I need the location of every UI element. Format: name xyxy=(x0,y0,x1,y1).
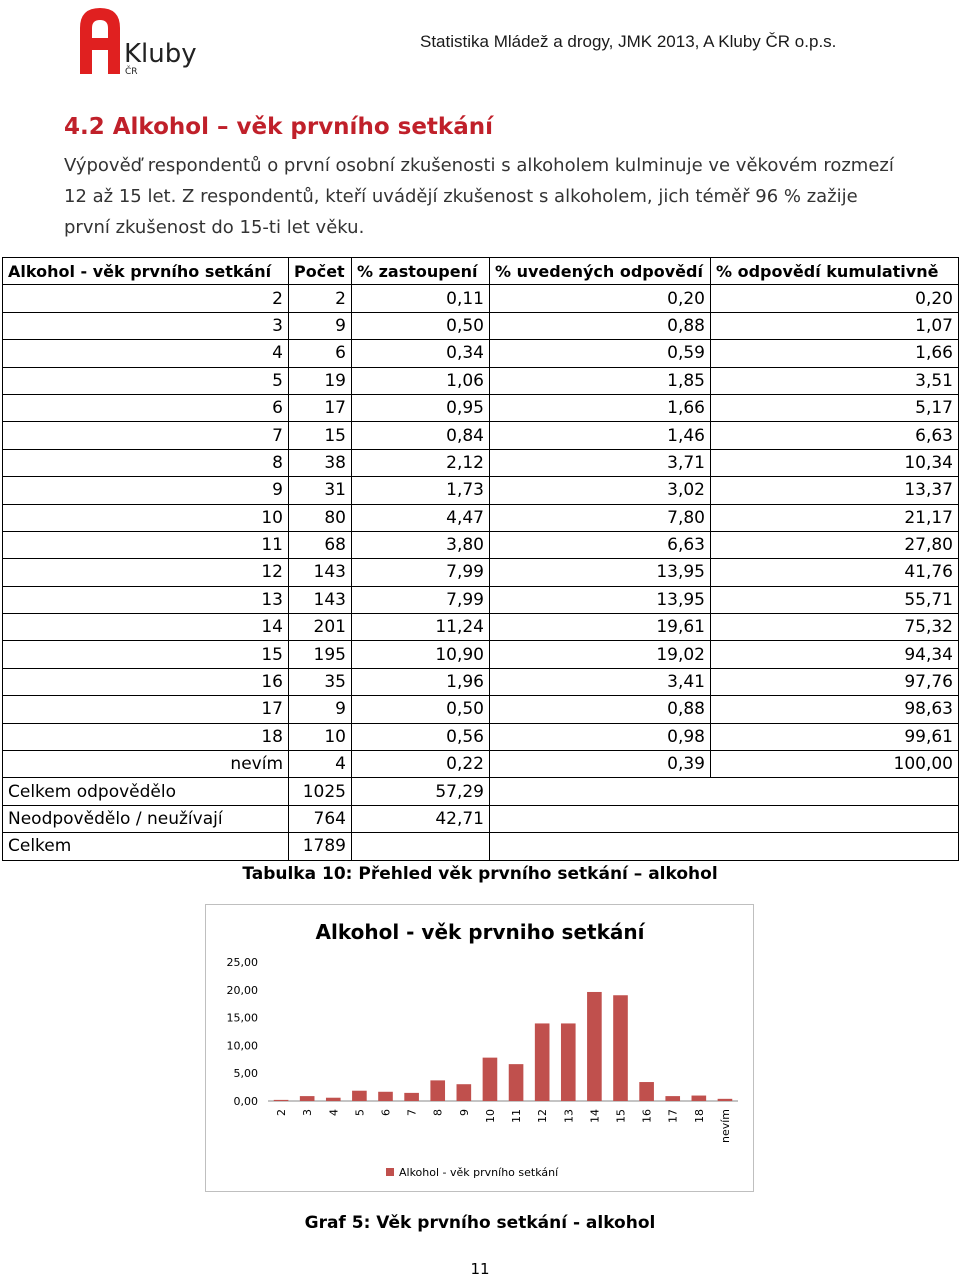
table-cell: nevím xyxy=(3,751,289,778)
table-cell: 2 xyxy=(289,285,352,312)
x-tick-label: 16 xyxy=(640,1109,654,1123)
table-cell: 7,80 xyxy=(490,504,711,531)
table-cell: 3,51 xyxy=(711,367,959,394)
summary-row xyxy=(3,778,959,805)
chart-bar xyxy=(404,1093,419,1101)
chart xyxy=(205,904,754,1192)
table-cell: 16 xyxy=(3,668,289,695)
table-cell: 97,76 xyxy=(711,668,959,695)
summary-empty-cell xyxy=(490,805,959,832)
section-title: 4.2 Alkohol – věk prvního setkání xyxy=(64,114,493,140)
y-tick-label: 20,00 xyxy=(226,983,258,997)
y-tick-label: 5,00 xyxy=(233,1067,258,1081)
x-tick-label: 9 xyxy=(457,1109,471,1116)
table-row xyxy=(3,312,959,339)
table-cell: 12 xyxy=(3,559,289,586)
table-cell: 1,06 xyxy=(352,367,490,394)
table-cell: 13 xyxy=(3,586,289,613)
table-cell: 10,90 xyxy=(352,641,490,668)
table-row xyxy=(3,422,959,449)
table-cell: 19,61 xyxy=(490,614,711,641)
chart-bar xyxy=(692,1096,707,1101)
table-cell: 0,95 xyxy=(352,394,490,421)
table-cell: 0,11 xyxy=(352,285,490,312)
x-tick-label: 12 xyxy=(536,1109,550,1123)
table-cell: 4 xyxy=(289,751,352,778)
table-cell: 3,41 xyxy=(490,668,711,695)
chart-bar xyxy=(561,1023,576,1101)
intro-paragraph: Výpověď respondentů o první osobní zkušenosti s alkoholem kulminuje ve věkovém rozmezí 12 až 15 let. Z respondentů, kteří uvádějí zkušenost s alkoholem, jich téměř 96 % zažije první zkušenost do 15-ti let věku. xyxy=(64,155,894,238)
chart-bar xyxy=(535,1023,550,1101)
x-tick-label: 2 xyxy=(275,1109,289,1116)
table-cell: 75,32 xyxy=(711,614,959,641)
table-cell: 1,66 xyxy=(490,394,711,421)
table-cell: 0,88 xyxy=(490,312,711,339)
logo xyxy=(72,4,212,78)
table-cell: 1,85 xyxy=(490,367,711,394)
table-cell: 10 xyxy=(3,504,289,531)
table-cell: 0,20 xyxy=(490,285,711,312)
chart-bar xyxy=(300,1096,315,1101)
y-tick-label: 25,00 xyxy=(226,956,258,969)
table-cell: 6,63 xyxy=(711,422,959,449)
table-row xyxy=(3,449,959,476)
table-row xyxy=(3,477,959,504)
table-cell: 100,00 xyxy=(711,751,959,778)
table-cell: 1,66 xyxy=(711,340,959,367)
table-header-row xyxy=(3,258,959,285)
table-row xyxy=(3,285,959,312)
table-cell: 0,39 xyxy=(490,751,711,778)
chart-bar xyxy=(613,995,628,1101)
table-cell: 4,47 xyxy=(352,504,490,531)
table-cell: 80 xyxy=(289,504,352,531)
table-cell: 13,95 xyxy=(490,559,711,586)
table-cell: 13,95 xyxy=(490,586,711,613)
summary-cell: 1789 xyxy=(289,833,352,860)
legend-swatch xyxy=(386,1168,394,1176)
chart-bar xyxy=(352,1091,367,1101)
table-row xyxy=(3,668,959,695)
table-row xyxy=(3,641,959,668)
table-cell: 38 xyxy=(289,449,352,476)
table-cell: 15 xyxy=(3,641,289,668)
table-cell: 5 xyxy=(3,367,289,394)
table-cell: 15 xyxy=(289,422,352,449)
table-cell: 19 xyxy=(289,367,352,394)
table-cell: 10 xyxy=(289,723,352,750)
table-row xyxy=(3,751,959,778)
table-cell: 31 xyxy=(289,477,352,504)
table-row xyxy=(3,614,959,641)
table-cell: 0,59 xyxy=(490,340,711,367)
table-cell: 10,34 xyxy=(711,449,959,476)
y-tick-label: 10,00 xyxy=(226,1039,258,1053)
x-tick-label: 17 xyxy=(666,1109,680,1123)
table-cell: 3,02 xyxy=(490,477,711,504)
table-cell: 18 xyxy=(3,723,289,750)
table-cell: 3 xyxy=(3,312,289,339)
table-cell: 1,46 xyxy=(490,422,711,449)
table-cell: 143 xyxy=(289,586,352,613)
table-cell: 143 xyxy=(289,559,352,586)
table-caption: Tabulka 10: Přehled věk prvního setkání – alkohol xyxy=(242,864,718,884)
table-cell: 3,71 xyxy=(490,449,711,476)
table-row xyxy=(3,367,959,394)
table-row xyxy=(3,559,959,586)
table-cell: 19,02 xyxy=(490,641,711,668)
table-cell: 94,34 xyxy=(711,641,959,668)
summary-row xyxy=(3,805,959,832)
col-header-count: Počet xyxy=(289,258,352,285)
y-tick-label: 15,00 xyxy=(226,1011,258,1025)
table-cell: 13,37 xyxy=(711,477,959,504)
chart-bar xyxy=(587,992,602,1101)
table-row xyxy=(3,504,959,531)
summary-empty-cell xyxy=(490,833,959,860)
table-cell: 6 xyxy=(3,394,289,421)
summary-cell: Neodpovědělo / neužívají xyxy=(3,805,289,832)
logo-subtext: ČR xyxy=(125,67,138,77)
x-tick-label: 10 xyxy=(483,1109,497,1123)
x-tick-label: 8 xyxy=(431,1109,445,1116)
legend-label: Alkohol - věk prvního setkání xyxy=(399,1166,559,1179)
summary-cell xyxy=(352,833,490,860)
col-header-age: Alkohol - věk prvního setkání xyxy=(3,258,289,285)
page-number: 11 xyxy=(470,1260,490,1278)
table-cell: 2,12 xyxy=(352,449,490,476)
table-cell: 7 xyxy=(3,422,289,449)
table-cell: 55,71 xyxy=(711,586,959,613)
table-cell: 35 xyxy=(289,668,352,695)
table-row xyxy=(3,531,959,558)
table-cell: 14 xyxy=(3,614,289,641)
summary-cell: 764 xyxy=(289,805,352,832)
table-cell: 0,50 xyxy=(352,696,490,723)
table-cell: 7,99 xyxy=(352,586,490,613)
x-tick-label: nevím xyxy=(718,1109,732,1144)
table-row xyxy=(3,394,959,421)
chart-svg xyxy=(206,905,755,1193)
table-cell: 5,17 xyxy=(711,394,959,421)
table-cell: 0,20 xyxy=(711,285,959,312)
x-tick-label: 11 xyxy=(510,1109,524,1123)
x-tick-label: 14 xyxy=(588,1109,602,1123)
table-row xyxy=(3,586,959,613)
table-cell: 6 xyxy=(289,340,352,367)
table-cell: 9 xyxy=(3,477,289,504)
summary-cell: Celkem odpovědělo xyxy=(3,778,289,805)
summary-cell: 1025 xyxy=(289,778,352,805)
logo-text: Kluby xyxy=(124,39,197,69)
table-cell: 4 xyxy=(3,340,289,367)
summary-row xyxy=(3,833,959,860)
table-cell: 99,61 xyxy=(711,723,959,750)
table-cell: 0,56 xyxy=(352,723,490,750)
table-cell: 11,24 xyxy=(352,614,490,641)
table-cell: 0,98 xyxy=(490,723,711,750)
table-row xyxy=(3,340,959,367)
table-cell: 2 xyxy=(3,285,289,312)
chart-bar xyxy=(509,1064,524,1101)
col-header-share: % zastoupení xyxy=(352,258,490,285)
table-cell: 6,63 xyxy=(490,531,711,558)
x-tick-label: 4 xyxy=(327,1109,341,1116)
table-cell: 98,63 xyxy=(711,696,959,723)
table-cell: 9 xyxy=(289,312,352,339)
summary-empty-cell xyxy=(490,778,959,805)
table-cell: 41,76 xyxy=(711,559,959,586)
table-cell: 3,80 xyxy=(352,531,490,558)
table-cell: 9 xyxy=(289,696,352,723)
x-tick-label: 13 xyxy=(562,1109,576,1123)
chart-title: Alkohol - věk prvniho setkání xyxy=(315,920,645,944)
chart-bar xyxy=(457,1084,472,1101)
chart-bar xyxy=(326,1098,341,1101)
table-cell: 0,88 xyxy=(490,696,711,723)
col-header-cumulative: % odpovědí kumulativně xyxy=(711,258,959,285)
table-cell: 11 xyxy=(3,531,289,558)
table-cell: 0,34 xyxy=(352,340,490,367)
table-cell: 0,22 xyxy=(352,751,490,778)
chart-caption: Graf 5: Věk prvního setkání - alkohol xyxy=(304,1213,656,1233)
chart-bar xyxy=(430,1080,445,1101)
x-tick-label: 3 xyxy=(301,1109,315,1116)
table-row xyxy=(3,696,959,723)
summary-cell: 57,29 xyxy=(352,778,490,805)
summary-cell: Celkem xyxy=(3,833,289,860)
table-row xyxy=(3,723,959,750)
table-cell: 1,73 xyxy=(352,477,490,504)
summary-cell: 42,71 xyxy=(352,805,490,832)
table-cell: 17 xyxy=(289,394,352,421)
table-cell: 0,84 xyxy=(352,422,490,449)
header-title: Statistika Mládež a drogy, JMK 2013, A Kluby ČR o.p.s. xyxy=(420,32,837,51)
table-cell: 195 xyxy=(289,641,352,668)
chart-bar xyxy=(378,1092,393,1101)
table-cell: 8 xyxy=(3,449,289,476)
chart-bar xyxy=(483,1058,498,1101)
table-cell: 21,17 xyxy=(711,504,959,531)
table-cell: 68 xyxy=(289,531,352,558)
col-header-answers: % uvedených odpovědí xyxy=(490,258,711,285)
table-cell: 7,99 xyxy=(352,559,490,586)
data-table xyxy=(2,257,959,861)
x-tick-label: 15 xyxy=(614,1109,628,1123)
table-cell: 0,50 xyxy=(352,312,490,339)
table-cell: 1,07 xyxy=(711,312,959,339)
table-cell: 201 xyxy=(289,614,352,641)
table-cell: 27,80 xyxy=(711,531,959,558)
y-tick-label: 0,00 xyxy=(233,1095,258,1108)
x-tick-label: 6 xyxy=(379,1109,393,1116)
chart-bar xyxy=(274,1100,289,1101)
table-cell: 1,96 xyxy=(352,668,490,695)
chart-bar xyxy=(718,1099,733,1101)
x-tick-label: 7 xyxy=(405,1109,419,1116)
logo-a-shape xyxy=(80,8,120,74)
chart-bar xyxy=(639,1082,654,1101)
table-cell: 17 xyxy=(3,696,289,723)
x-tick-label: 18 xyxy=(692,1109,706,1123)
chart-bar xyxy=(665,1096,680,1101)
x-tick-label: 5 xyxy=(353,1109,367,1116)
